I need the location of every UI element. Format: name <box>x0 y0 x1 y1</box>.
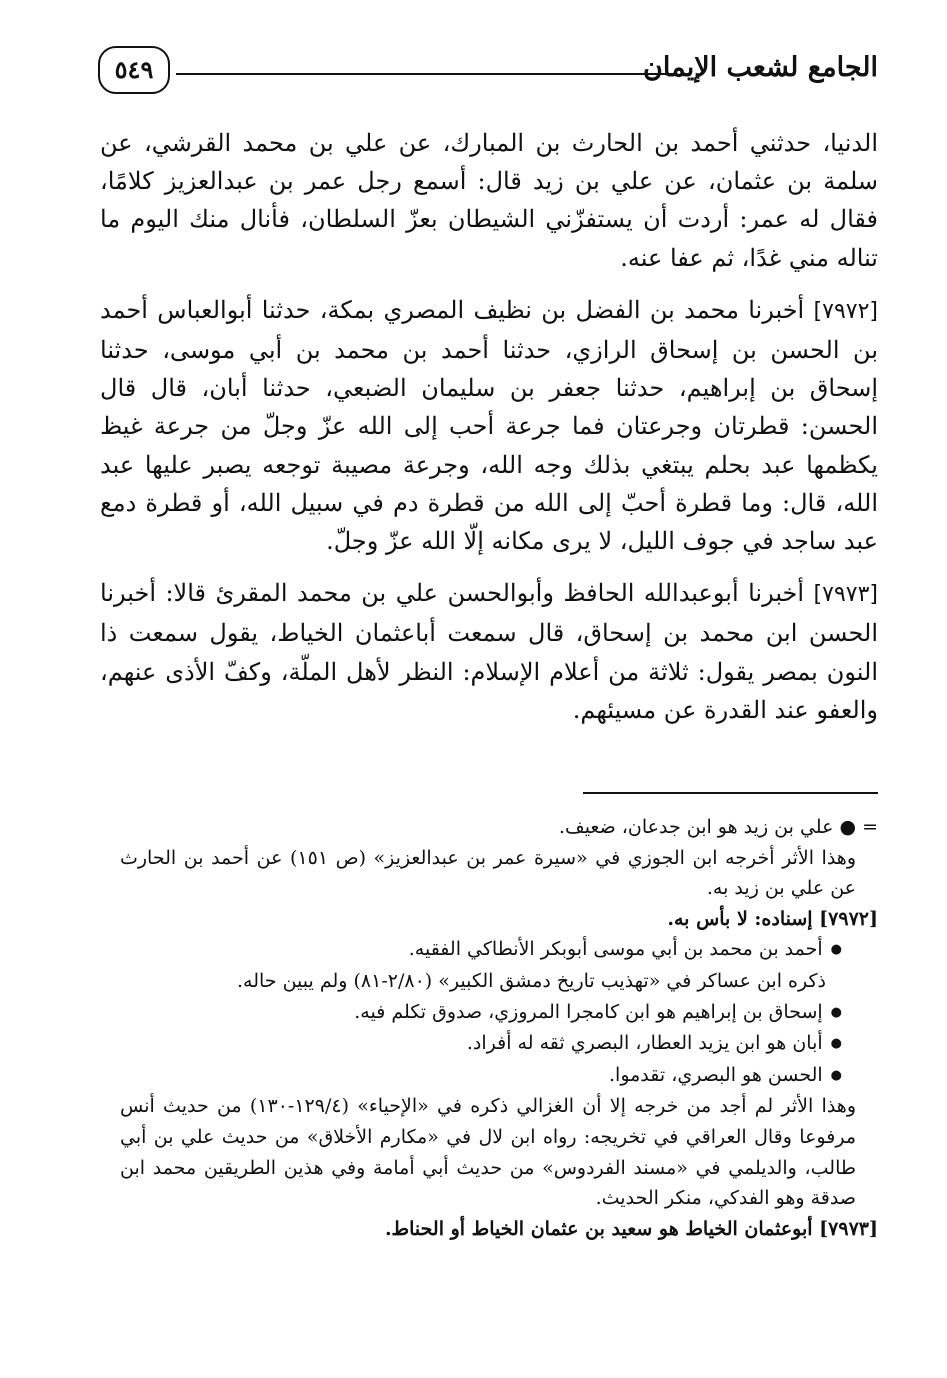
header-rule <box>176 73 673 75</box>
footnote-bullet: ● الحسن هو البصري، تقدموا. <box>120 1060 878 1092</box>
footnote-separator <box>583 792 878 794</box>
footnote-line: وهذا الأثر أخرجه ابن الجوزي في «سيرة عمر بن عبدالعزيز» (ص ١٥١) عن أحمد بن الحارث عن علي بن زيد به. <box>120 846 856 900</box>
page-number: ٥٤٩ <box>98 46 170 94</box>
footnotes <box>120 812 878 1244</box>
running-title: الجامع لشعب الإيمان <box>643 52 878 83</box>
paragraph-7972 <box>100 291 878 560</box>
narration-text: أخبرنا محمد بن الفضل بن نظيف المصري بمكة، حدثنا أبوالعباس أحمد بن الحسن بن إسحاق الرازي، حدثنا أحمد بن محمد بن أبي موسى، حدثنا إسحاق بن إبراهيم، حدثنا جعفر بن سليمان الضبعي، حدثنا أبان، قال قال الحسن: قطرتان وجرعتان فما جرعة أحب إلى الله عزّ وجلّ من جرعة غيظ يكظمها عبد بحلم يبتغي بذلك وجه الله، وجرعة مصيبة توجعه يصبر عليها عبد الله، قال: وما قطرة أحبّ إلى الله من قطرة دم في سبيل الله، أو قطرة دمع عبد ساجد في جوف الليل، لا يرى مكانه إلّا الله عزّ وجلّ. <box>100 295 878 556</box>
footnote-line: ذكره ابن عساكر في «تهذيب تاريخ دمشق الكبير» (٢/٨٠-٨١) ولم يبين حاله. <box>237 969 826 992</box>
narration-text: أخبرنا أبوعبدالله الحافظ وأبوالحسن علي بن محمد المقرئ قالا: أخبرنا الحسن ابن محمد بن إسحاق، قال سمعت أباعثمان الخياط، يقول سمعت ذا النون بمصر يقول: ثلاثة من أعلام الإسلام: النظر لأهل الملّة، وكفّ الأذى عنهم، والعفو عند القدرة عن مسيئهم. <box>100 579 878 724</box>
footnote-bullet: ● أبان هو ابن يزيد العطار، البصري ثقه له أفراد. <box>120 1028 878 1060</box>
footnote-line: وهذا الأثر لم أجد من خرجه إلا أن الغزالي ذكره في «الإحياء» (١٢٩/٤-١٣٠) من حديث أنس مرفوعا وقال العراقي في تخريجه: رواه ابن لال في «مكارم الأخلاق» من حديث علي بن أبي طالب، والديلمي في «مسند الفردوس» من حديث أبي أمامة وفي هذين الطريقين محمد ابن صدقة وهو الفدكي، منكر الحديث. <box>120 1095 856 1210</box>
footnote-heading: [٧٩٧٣] أبوعثمان الخياط هو سعيد بن عثمان الخياط أو الحناط. <box>384 1217 878 1240</box>
footnote-heading: [٧٩٧٢] إسناده: لا بأس به. <box>667 907 878 930</box>
narration-number: [٧٩٧٢] <box>813 298 878 324</box>
narration-number: [٧٩٧٣] <box>813 582 878 608</box>
footnote-line: = ● علي بن زيد هو ابن جدعان، ضعيف. <box>558 816 878 838</box>
page-header <box>98 44 878 106</box>
paragraph-7973 <box>100 574 878 729</box>
footnote-bullet: ● أحمد بن محمد بن أبي موسى أبوبكر الأنطاكي الفقيه. <box>120 934 878 966</box>
paragraph-continuation: الدنيا، حدثني أحمد بن الحارث بن المبارك، عن علي بن محمد القرشي، عن سلمة بن عثمان، عن علي بن زيد قال: أسمع رجل عمر بن عبدالعزيز كلامًا، فقال له عمر: أردت أن يستفزّني الشيطان بعزّ السلطان، فأنال منك اليوم ما تناله مني غدًا، ثم عفا عنه. <box>100 129 879 272</box>
main-text <box>100 124 878 743</box>
footnote-bullet: ● إسحاق بن إبراهيم هو ابن كامجرا المروزي، صدوق تكلم فيه. <box>120 997 878 1029</box>
